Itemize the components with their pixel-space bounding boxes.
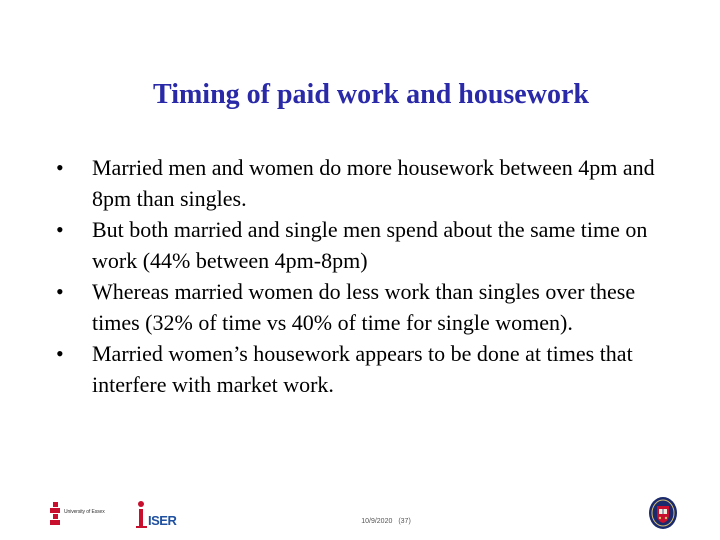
bullet-dot: • xyxy=(56,279,64,304)
bullet-text: Married men and women do more housework between 4pm and 8pm than singles. xyxy=(92,155,655,211)
bullet-item xyxy=(56,152,676,214)
slide-date: 10/9/2020 xyxy=(361,518,393,525)
slide-footer-meta xyxy=(0,518,720,525)
bullet-list xyxy=(56,152,676,400)
bullet-text: But both married and single men spend about the same time on work (44% between 4pm-8pm) xyxy=(92,217,648,273)
slide-page-number: (37) xyxy=(398,518,411,525)
iser-logo xyxy=(136,500,176,530)
iser-logo-text: ISER xyxy=(148,513,177,528)
university-logo-text: University of Essex xyxy=(64,509,105,515)
bullet-item xyxy=(56,338,676,400)
bullet-text: Married women’s housework appears to be done at times that interfere with market work. xyxy=(92,341,633,397)
bullet-item xyxy=(56,276,676,338)
bullet-dot: • xyxy=(56,155,64,180)
slide-title: Timing of paid work and housework xyxy=(153,79,589,110)
bullet-item xyxy=(56,214,676,276)
bullet-dot: • xyxy=(56,217,64,242)
bullet-dot: • xyxy=(56,341,64,366)
bullet-text: Whereas married women do less work than singles over these times (32% of time vs 40% of time for single women). xyxy=(92,279,636,335)
iser-figure-icon xyxy=(136,500,148,530)
university-crest-icon xyxy=(648,496,678,530)
